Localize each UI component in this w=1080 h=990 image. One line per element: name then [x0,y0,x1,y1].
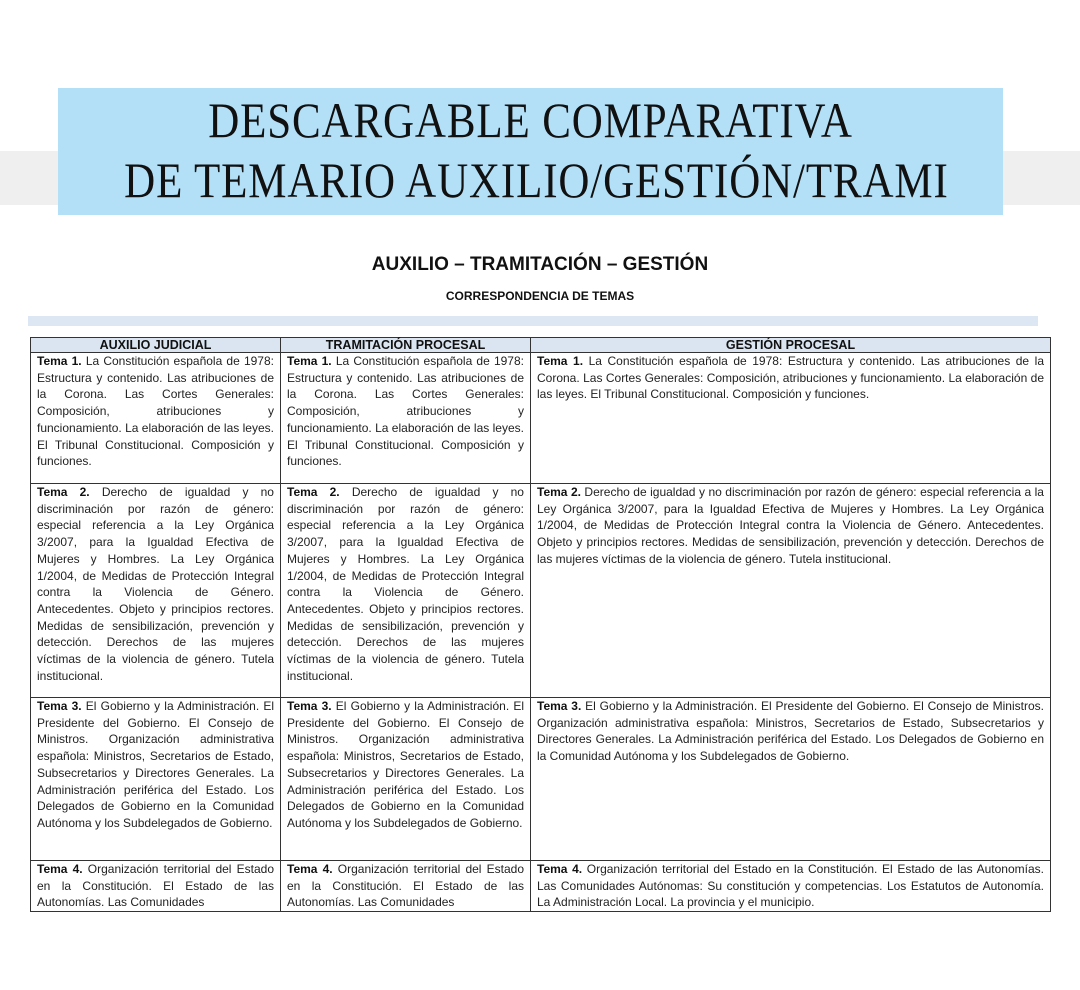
tema-text: Organización territorial del Estado en la Constitución. El Estado de las Autonomías. Las Comunidades [37,862,274,910]
tema-label: Tema 3. [37,699,82,713]
cell-gestion [531,698,1051,861]
cell-content [287,861,524,911]
tema-label: Tema 1. [37,354,82,368]
header-gestion: GESTIÓN PROCESAL [531,338,1051,353]
cell-gestion [531,861,1051,912]
title-banner [58,88,1003,215]
tema-label: Tema 2. [37,485,90,499]
tema-text: El Gobierno y la Administración. El Presidente del Gobierno. El Consejo de Ministros. Organización administrativa española: Ministros, Secretarios de Estado, Subsecretarios y Directores Generales. La Administración periférica del Estado. Los Delegados de Gobierno en la Comunidad Autónoma y los Subdelegados de Gobierno. [37,699,274,830]
cell-content [37,484,274,697]
cell-content [287,698,524,860]
tema-label: Tema 4. [537,862,583,876]
tema-label: Tema 1. [287,354,332,368]
tema-label: Tema 3. [537,699,582,713]
header-auxilio: AUXILIO JUDICIAL [31,338,281,353]
cell-tramitacion [281,698,531,861]
tema-text: Derecho de igualdad y no discriminación por razón de género: especial referencia a la Ley Orgánica 3/2007, para la Igualdad Efectiva de Mujeres y Hombres. La Ley Orgánica 1/2004, de Medidas de Protección Integral contra la Violencia de Género. Antecedentes. Objeto y principios rectores. Medidas de sensibilización, prevención y detección. Derechos de las mujeres víctimas de la violencia de género. Tutela institucional. [37,485,274,683]
table-header-row [31,338,1051,353]
cell-content [537,861,1044,911]
tema-label: Tema 3. [287,699,332,713]
tema-label: Tema 2. [287,485,340,499]
tema-text: El Gobierno y la Administración. El Presidente del Gobierno. El Consejo de Ministros. Organización administrativa española: Ministros, Secretarios de Estado, Subsecretarios y Directores Generales. La Administración periférica del Estado. Los Delegados de Gobierno en la Comunidad Autónoma y los Subdelegados de Gobierno. [287,699,524,830]
cell-content [537,353,1044,483]
document-title: AUXILIO – TRAMITACIÓN – GESTIÓN [371,254,709,275]
cell-content [37,698,274,860]
cell-auxilio [31,698,281,861]
cell-content [537,698,1044,860]
cell-auxilio [31,353,281,484]
cell-gestion [531,484,1051,698]
tema-text: Derecho de igualdad y no discriminación por razón de género: especial referencia a la Ley Orgánica 3/2007, para la Igualdad Efectiva de Mujeres y Hombres. La Ley Orgánica 1/2004, de Medidas de Protección Integral contra la Violencia de Género. Antecedentes. Objeto y principios rectores. Medidas de sensibilización, prevención y detección. Derechos de las mujeres víctimas de la violencia de género. Tutela institucional. [537,485,1044,566]
document-subtitle: CORRESPONDENCIA DE TEMAS [445,289,635,303]
cell-content [37,353,274,483]
tema-label: Tema 4. [287,862,333,876]
cell-content [537,484,1044,697]
tema-text: La Constitución española de 1978: Estructura y contenido. Las atribuciones de la Corona. Las Cortes Generales: Composición, atribuciones y funcionamiento. La elaboración de las leyes. El Tribunal Constitucional. Composición y funciones. [287,354,524,469]
tema-text: Organización territorial del Estado en la Constitución. El Estado de las Autonomías. Las Comunidades Autónomas: Su constitución y competencias. Los Estatutos de Autonomía. La Administración Local. La provincia y el municipio. [537,862,1044,910]
tema-label: Tema 2. [537,485,581,499]
cell-content [287,353,524,483]
cell-content [287,484,524,697]
table-row [31,698,1051,861]
table-row [31,861,1051,912]
header-tramitacion: TRAMITACIÓN PROCESAL [281,338,531,353]
tema-text: La Constitución española de 1978: Estructura y contenido. Las atribuciones de la Corona. Las Cortes Generales: Composición, atribuciones y funcionamiento. La elaboración de las leyes. El Tribunal Constitucional. Composición y funciones. [537,354,1044,402]
tema-text: La Constitución española de 1978: Estructura y contenido. Las atribuciones de la Corona. Las Cortes Generales: Composición, atribuciones y funcionamiento. La elaboración de las leyes. El Tribunal Constitucional. Composición y funciones. [37,354,274,469]
comparison-table [30,337,1051,912]
table-row [31,484,1051,698]
cell-tramitacion [281,353,531,484]
tema-label: Tema 4. [37,862,83,876]
tema-text: Organización territorial del Estado en la Constitución. El Estado de las Autonomías. Las Comunidades [287,862,524,910]
cell-gestion [531,353,1051,484]
tema-text: Derecho de igualdad y no discriminación por razón de género: especial referencia a la Ley Orgánica 3/2007, para la Igualdad Efectiva de Mujeres y Hombres. La Ley Orgánica 1/2004, de Medidas de Protección Integral contra la Violencia de Género. Antecedentes. Objeto y principios rectores. Medidas de sensibilización, prevención y detección. Derechos de las mujeres víctimas de la violencia de género. Tutela institucional. [287,485,524,683]
table-row [31,353,1051,484]
banner-line-2: DE TEMARIO AUXILIO/GESTIÓN/TRAMI [124,152,949,208]
cell-auxilio [31,861,281,912]
divider-bar [28,316,1038,326]
tema-text: El Gobierno y la Administración. El Presidente del Gobierno. El Consejo de Ministros. Organización administrativa española: Ministros, Secretarios de Estado, Subsecretarios y Directores Generales. La Administración periférica del Estado. Los Delegados de Gobierno en la Comunidad Autónoma y los Subdelegados de Gobierno. [537,699,1044,764]
cell-tramitacion [281,861,531,912]
cell-tramitacion [281,484,531,698]
cell-content [37,861,274,911]
banner-line-1: DESCARGABLE COMPARATIVA [208,92,853,148]
tema-label: Tema 1. [537,354,584,368]
cell-auxilio [31,484,281,698]
